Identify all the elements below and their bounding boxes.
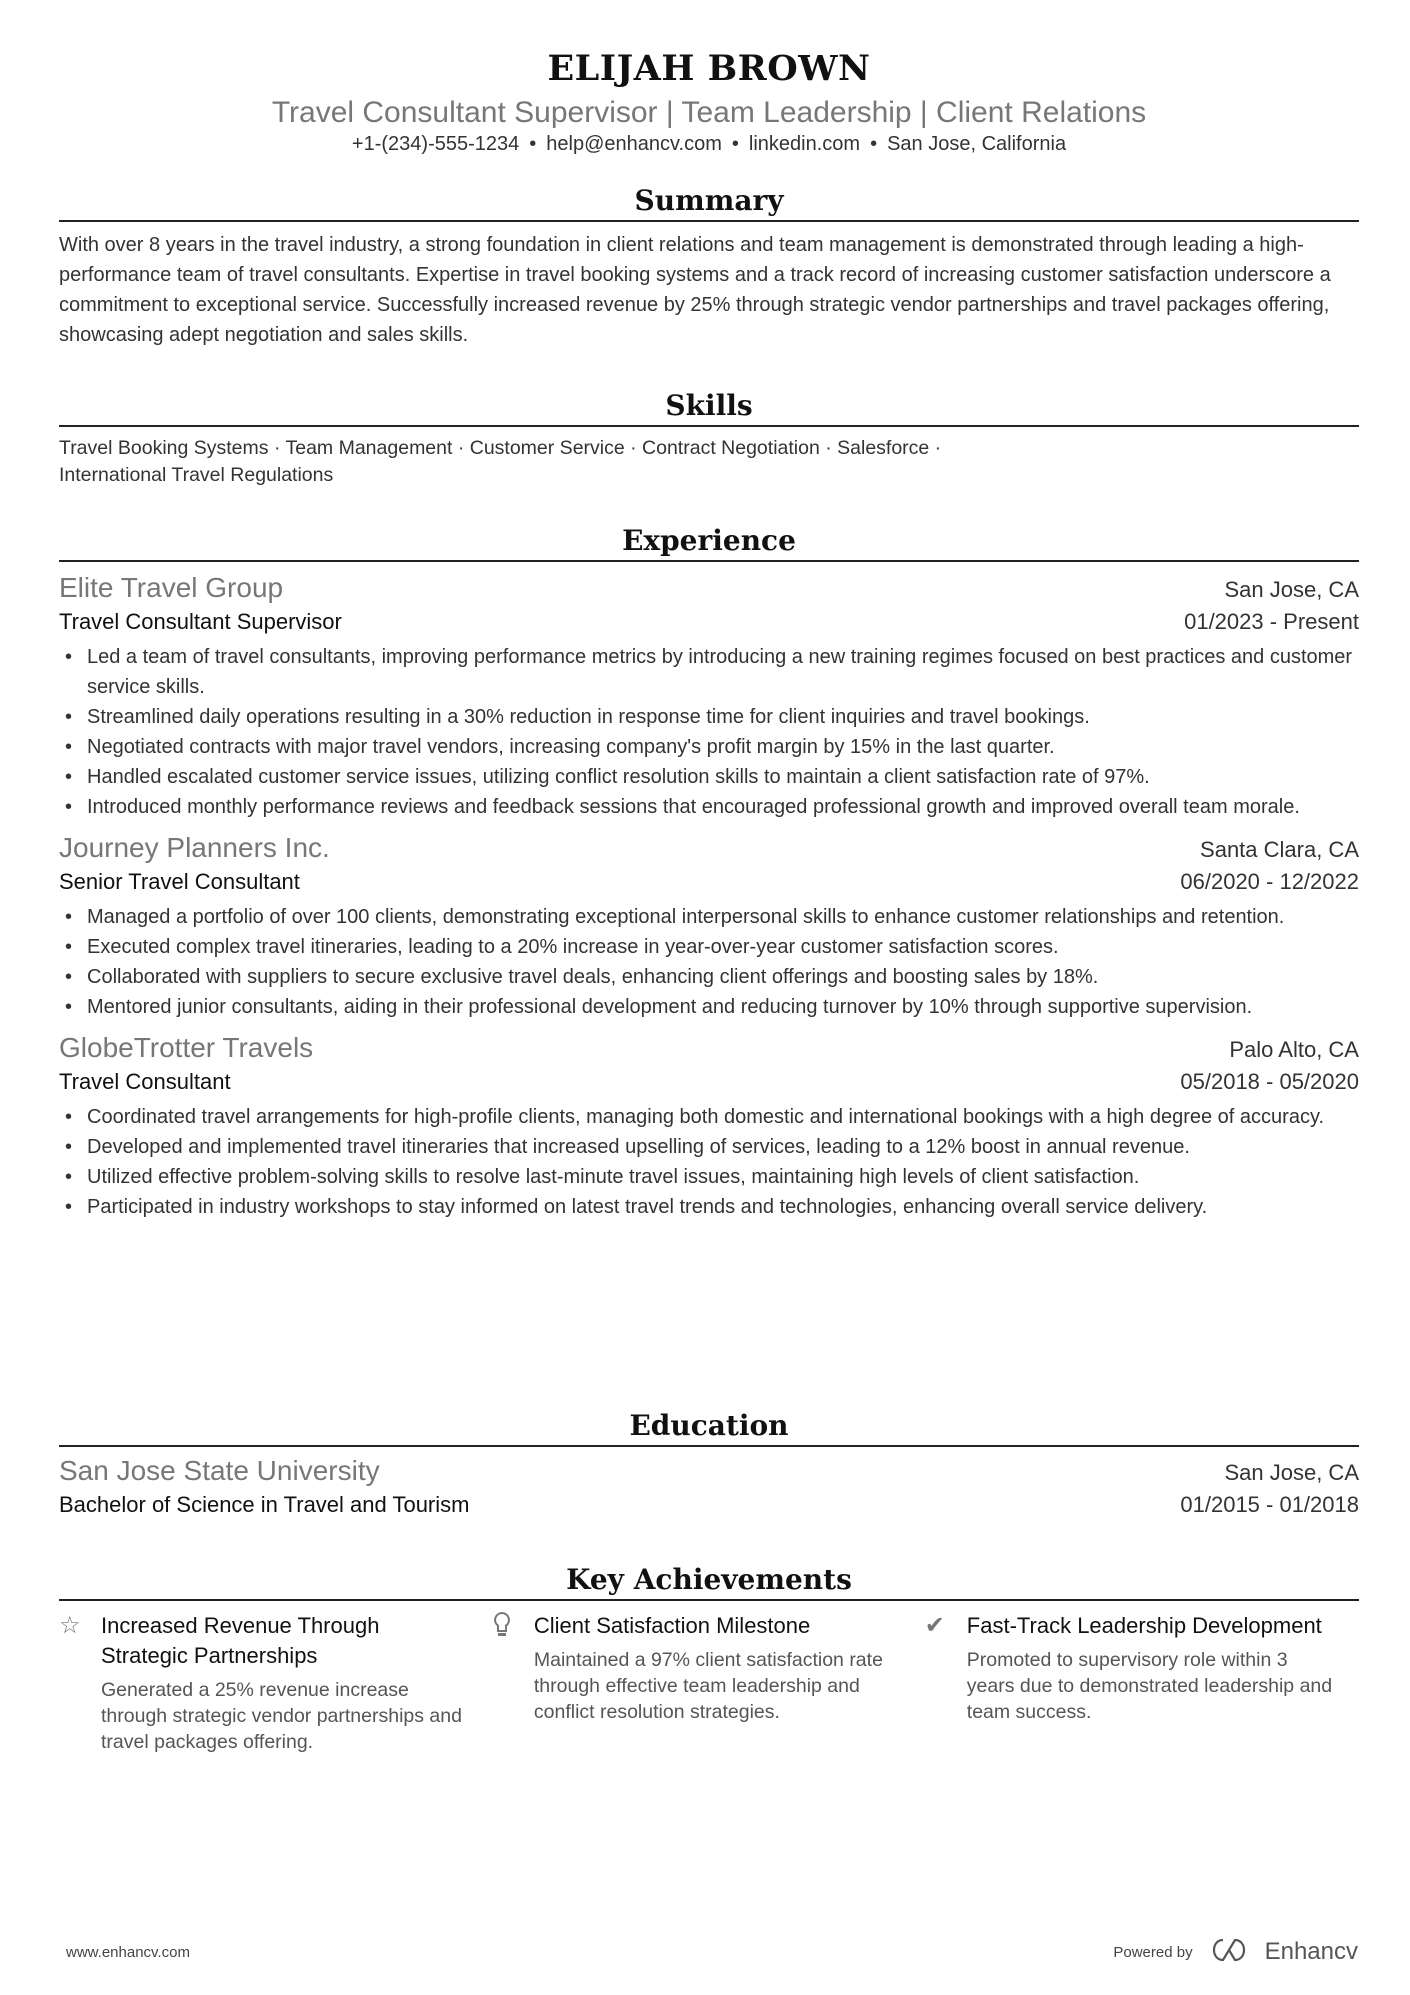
achievement-item	[492, 1611, 925, 1755]
job-title: Travel Consultant Supervisor	[59, 609, 342, 634]
divider	[59, 220, 1359, 222]
achievement-item	[59, 1611, 492, 1755]
bullet-item: • Developed and implemented travel itineraries that increased upselling of services, leading to a 12% boost in annual revenue.	[59, 1132, 1359, 1162]
divider	[59, 1445, 1359, 1447]
achievement-title: Increased Revenue Through Strategic Partnerships	[101, 1613, 380, 1668]
footer-website[interactable]: www.enhancv.com	[66, 1944, 190, 1961]
summary-section	[59, 182, 1359, 350]
powered-by-label: Powered by	[1113, 1943, 1193, 1961]
achievement-description: Promoted to supervisory role within 3 years due to demonstrated leadership and team success.	[966, 1649, 1333, 1723]
summary-text: With over 8 years in the travel industry, a strong foundation in client relations and team management is demonstrated through leading a high-performance team of travel consultants. Expertise in travel booking systems and a track record of increasing customer satisfaction underscore a commitment to exceptional service. Successfully increased revenue by 25% through strategic vendor partnerships and travel packages offering, showcasing adept negotiation and sales skills.	[59, 234, 1331, 346]
job-bullets	[59, 642, 1359, 822]
section-title: Summary	[634, 184, 784, 217]
bullet-item: • Handled escalated customer service issues, utilizing conflict resolution skills to maintain a client satisfaction rate of 97%.	[59, 762, 1359, 792]
job-dates: 05/2018 - 05/2020	[1180, 1069, 1359, 1094]
divider	[59, 425, 1359, 427]
headline: Travel Consultant Supervisor | Team Leadership | Client Relations	[271, 96, 1147, 129]
education-section	[59, 1407, 1359, 1521]
section-title: Education	[629, 1409, 789, 1442]
company-name: Journey Planners Inc.	[59, 832, 330, 863]
achievement-title: Fast-Track Leadership Development	[966, 1613, 1322, 1638]
bullet-item: • Collaborated with suppliers to secure exclusive travel deals, enhancing client offerings and boosting sales by 18%.	[59, 962, 1359, 992]
skills-line: International Travel Regulations	[59, 464, 334, 486]
bullet-item: • Streamlined daily operations resulting in a 30% reduction in response time for client inquiries and travel bookings.	[59, 702, 1359, 732]
company-name: GlobeTrotter Travels	[59, 1032, 314, 1063]
job-entry	[59, 1030, 1359, 1222]
phone: +1-(234)-555-1234	[351, 133, 520, 155]
bullet-item: • Led a team of travel consultants, improving performance metrics by introducing a new training regimes focused on best practices and customer service skills.	[59, 642, 1359, 702]
enhancv-logo-icon	[1207, 1937, 1251, 1967]
lightbulb-icon	[492, 1611, 534, 1755]
achievements-section	[59, 1561, 1359, 1755]
job-location: San Jose, CA	[1224, 577, 1359, 602]
section-title: Experience	[622, 524, 796, 557]
section-title: Skills	[665, 389, 753, 422]
degree: Bachelor of Science in Travel and Tourism	[59, 1492, 470, 1517]
divider	[59, 1599, 1359, 1601]
job-dates: 01/2023 - Present	[1184, 609, 1359, 634]
job-entry	[59, 830, 1359, 1022]
candidate-name: ELIJAH BROWN	[547, 48, 871, 89]
job-location: Santa Clara, CA	[1200, 837, 1359, 862]
bullet-item: • Negotiated contracts with major travel vendors, increasing company's profit margin by 15% in the last quarter.	[59, 732, 1359, 762]
star-icon: ☆	[59, 1612, 81, 1639]
bullet-item: • Mentored junior consultants, aiding in their professional development and reducing turnover by 10% through supportive supervision.	[59, 992, 1359, 1022]
job-dates: 06/2020 - 12/2022	[1180, 869, 1359, 894]
linkedin-link[interactable]: linkedin.com	[748, 133, 861, 155]
bullet-item: • Managed a portfolio of over 100 clients, demonstrating exceptional interpersonal skills to enhance customer relationships and retention.	[59, 902, 1359, 932]
job-entry	[59, 570, 1359, 822]
skills-line: Travel Booking Systems · Team Management · Customer Service · Contract Negotiation · Salesforce ·	[59, 437, 942, 459]
school-name: San Jose State University	[59, 1455, 380, 1486]
experience-section	[59, 522, 1359, 1230]
bullet-item: • Participated in industry workshops to stay informed on latest travel trends and technologies, enhancing overall service delivery.	[59, 1192, 1359, 1222]
email-link[interactable]: help@enhancv.com	[546, 133, 722, 155]
job-title: Travel Consultant	[59, 1069, 231, 1094]
achievement-item	[925, 1611, 1358, 1755]
check-icon: ✔	[924, 1612, 945, 1639]
achievement-description: Maintained a 97% client satisfaction rate through effective team leadership and conflict resolution strategies.	[533, 1649, 883, 1723]
bullet-item: • Coordinated travel arrangements for high-profile clients, managing both domestic and international bookings with a high degree of accuracy.	[59, 1102, 1359, 1132]
education-dates: 01/2015 - 01/2018	[1180, 1492, 1359, 1517]
school-location: San Jose, CA	[1224, 1460, 1359, 1485]
skills-list	[59, 435, 1359, 489]
achievement-description: Generated a 25% revenue increase through strategic vendor partnerships and travel packages offering.	[101, 1679, 462, 1753]
section-title: Key Achievements	[566, 1563, 852, 1596]
divider	[59, 560, 1359, 562]
job-bullets	[59, 1102, 1359, 1222]
skills-section	[59, 387, 1359, 489]
job-bullets	[59, 902, 1359, 1022]
bullet-item: • Executed complex travel itineraries, leading to a 20% increase in year-over-year customer satisfaction scores.	[59, 932, 1359, 962]
footer-branding	[1113, 1937, 1358, 1967]
job-title: Senior Travel Consultant	[59, 869, 300, 894]
job-location: Palo Alto, CA	[1229, 1037, 1359, 1062]
bullet-item: • Utilized effective problem-solving skills to resolve last-minute travel issues, maintaining high levels of client satisfaction.	[59, 1162, 1359, 1192]
brand-name: Enhancv	[1264, 1938, 1358, 1965]
contact-info: +1-(234)-555-1234 • help@enhancv.com • linkedin.com • San Jose, California	[351, 133, 1067, 155]
location: San Jose, California	[887, 133, 1067, 155]
achievement-title: Client Satisfaction Milestone	[533, 1613, 811, 1638]
company-name: Elite Travel Group	[59, 572, 284, 603]
bullet-item: • Introduced monthly performance reviews and feedback sessions that encouraged professional growth and improved overall team morale.	[59, 792, 1359, 822]
